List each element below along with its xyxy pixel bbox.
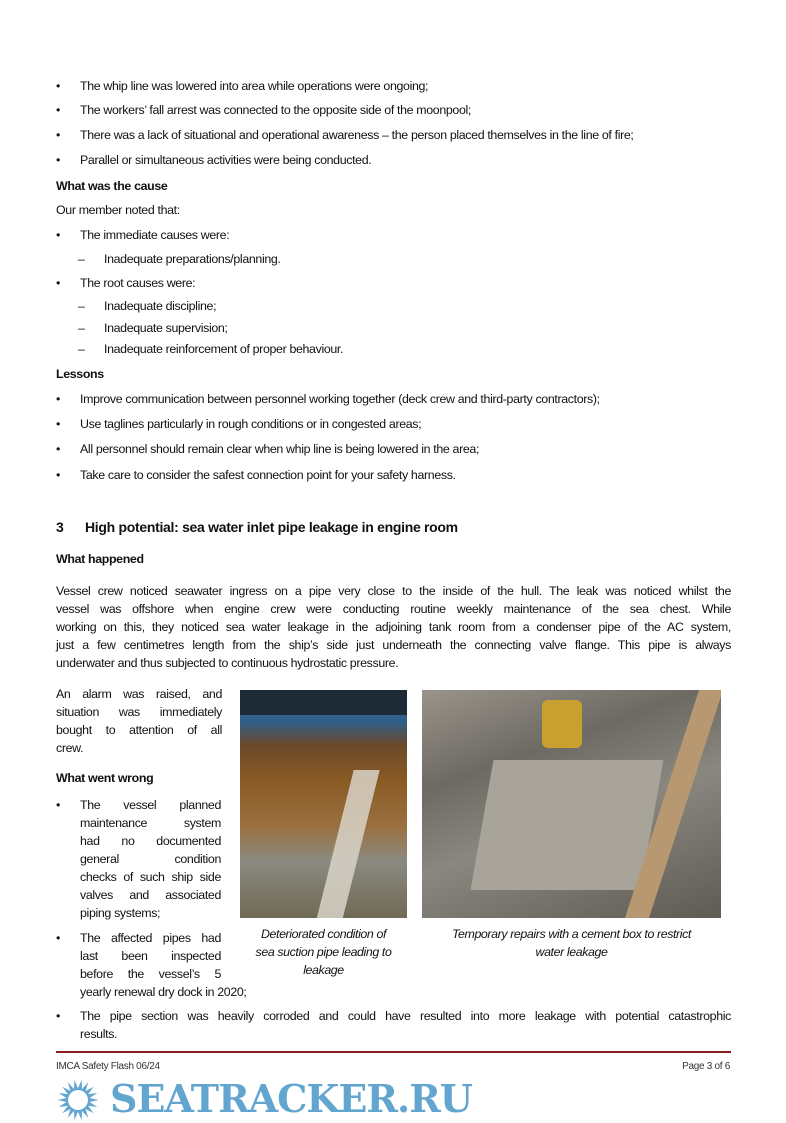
what-happened-paragraph	[56, 582, 731, 672]
lesson-item: • Take care to consider the safest connection point for your safety harness.	[80, 467, 456, 484]
watermark: SEATRACKER.RU	[110, 1076, 472, 1121]
dash-item: – Inadequate reinforcement of proper behaviour.	[104, 341, 343, 358]
paragraph-line: An alarm was raised, and	[56, 687, 222, 701]
footer-rule	[56, 1051, 731, 1053]
paragraph-line: vessel was offshore when engine crew were conducting routine weekly maintenance of the sea chest. While	[56, 602, 731, 616]
paragraph-line: Vessel crew noticed seawater ingress on a pipe very close to the inside of the hull. The leak was noticed whilst the	[56, 584, 731, 598]
corroded-pipe-photo	[240, 690, 407, 918]
lessons-heading: Lessons	[56, 367, 104, 381]
dash-item: – Inadequate discipline;	[104, 298, 216, 315]
immediate-label: • The immediate causes were:	[80, 227, 229, 244]
dash-item: – Inadequate preparations/planning.	[104, 251, 281, 268]
paragraph-line: bought to attention of all	[56, 723, 222, 737]
paragraph-line: before the vessel’s 5	[80, 967, 221, 981]
cause-intro: Our member noted that:	[56, 203, 180, 217]
paragraph-line: just a few centimetres length from the ship’s side just underneath the connecting valve flange. This pipe is always	[56, 638, 731, 652]
cement-box-photo	[422, 690, 721, 918]
root-label: • The root causes were:	[80, 275, 195, 292]
paragraph-line: checks of such ship side	[80, 870, 221, 884]
caption-line: Deteriorated condition of	[260, 927, 386, 941]
caption-photo-2	[422, 925, 721, 961]
sunburst-watermark-icon	[56, 1078, 100, 1122]
paragraph-line: maintenance system	[80, 816, 221, 830]
lesson-item: • Use taglines particularly in rough conditions or in congested areas;	[80, 416, 421, 433]
dash-item: – Inadequate supervision;	[104, 320, 228, 337]
caption-line: Temporary repairs with a cement box to restrict	[452, 927, 691, 941]
paragraph-line: • The affected pipes had	[80, 931, 221, 945]
bullet-item: • The whip line was lowered into area while operations were ongoing;	[80, 78, 428, 95]
paragraph-line: results.	[80, 1027, 118, 1041]
paragraph-line: had no documented	[80, 834, 221, 848]
paragraph-line: • The pipe section was heavily corroded and could have resulted into more leakage with potential catastrophic	[80, 1009, 731, 1023]
section-number: 3	[56, 519, 64, 535]
cause-heading: What was the cause	[56, 179, 168, 193]
paragraph-line: underwater and thus subjected to continuous hydrostatic pressure.	[56, 656, 399, 670]
wrong-bullet	[80, 1007, 731, 1043]
section-title: High potential: sea water inlet pipe leakage in engine room	[85, 519, 458, 535]
footer-page-number: Page 3 of 6	[682, 1061, 730, 1072]
caption-line: water leakage	[535, 945, 608, 959]
paragraph-line: • The vessel planned	[80, 798, 221, 812]
alarm-paragraph	[56, 685, 222, 757]
caption-photo-1	[240, 925, 407, 979]
bullet-item: • There was a lack of situational and operational awareness – the person placed themselves in the line of fire;	[80, 127, 634, 144]
cement-box	[471, 760, 664, 890]
paragraph-line: last been inspected	[80, 949, 221, 963]
paragraph-line: working on this, they noticed sea water leakage in the adjoining tank room from a condenser pipe of the AC system,	[56, 620, 731, 634]
bullet-item: • The workers’ fall arrest was connected to the opposite side of the moonpool;	[80, 102, 471, 119]
paragraph-line: piping systems;	[80, 906, 161, 920]
photo-dark-top	[240, 690, 407, 715]
footer-left: IMCA Safety Flash 06/24	[56, 1061, 160, 1072]
paragraph-line: general condition	[80, 852, 221, 866]
paragraph-line: valves and associated	[80, 888, 221, 902]
pipe-shape	[316, 770, 379, 918]
wrong-bullet	[80, 796, 221, 922]
caption-line: leakage	[303, 963, 344, 977]
what-happened-heading: What happened	[56, 552, 144, 566]
yellow-device	[542, 700, 582, 748]
wrong-bullet	[80, 929, 247, 1001]
lesson-item: • Improve communication between personnel working together (deck crew and third-party contractors);	[80, 391, 600, 408]
lesson-item: • All personnel should remain clear when whip line is being lowered in the area;	[80, 441, 479, 458]
bullet-item: • Parallel or simultaneous activities were being conducted.	[80, 152, 371, 169]
what-went-wrong-heading: What went wrong	[56, 771, 154, 785]
caption-line: sea suction pipe leading to	[255, 945, 392, 959]
paragraph-line: situation was immediately	[56, 705, 222, 719]
paragraph-line: crew.	[56, 741, 84, 755]
paragraph-line: yearly renewal dry dock in 2020;	[80, 985, 247, 999]
